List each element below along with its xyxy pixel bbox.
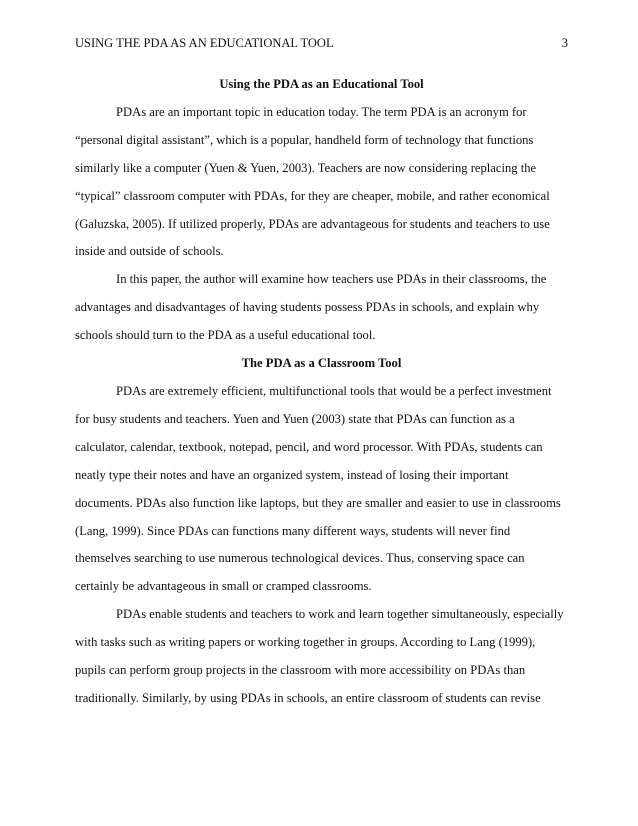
paragraph-line: with tasks such as writing papers or working together in groups. According to Lang (1999),: [75, 635, 536, 650]
paragraph-line: “typical” classroom computer with PDAs, for they are cheaper, mobile, and rather economical: [75, 188, 550, 203]
document-body: [75, 71, 568, 713]
page-number: 3: [561, 36, 568, 50]
paragraph-line: inside and outside of schools.: [75, 244, 224, 259]
paragraph-line: calculator, calendar, textbook, notepad, pencil, and word processor. With PDAs, students can: [75, 439, 543, 454]
paragraph-line: for busy students and teachers. Yuen and Yuen (2003) state that PDAs can function as a: [75, 411, 515, 426]
paragraph-line: themselves searching to use numerous technological devices. Thus, conserving space can: [75, 551, 525, 566]
paragraph-line: In this paper, the author will examine how teachers use PDAs in their classrooms, the: [116, 272, 547, 287]
paragraph-line: neatly type their notes and have an organized system, instead of losing their important: [75, 467, 509, 482]
paragraph-line: schools should turn to the PDA as a useful educational tool.: [75, 328, 376, 343]
paragraph-line: certainly be advantageous in small or cramped classrooms.: [75, 579, 372, 594]
paragraph-line: similarly like a computer (Yuen & Yuen, 2003). Teachers are now considering replacing the: [75, 160, 537, 175]
paragraph-line: advantages and disadvantages of having students possess PDAs in schools, and explain why: [75, 300, 540, 315]
paragraph-line: (Lang, 1999). Since PDAs can functions many different ways, students will never find: [75, 523, 511, 538]
section-heading: The PDA as a Classroom Tool: [241, 356, 402, 371]
document-title: Using the PDA as an Educational Tool: [219, 77, 424, 91]
paragraph-line: documents. PDAs also function like laptops, but they are smaller and easier to use in classrooms: [75, 495, 561, 510]
paragraph-line: (Galuzska, 2005). If utilized properly, PDAs are advantageous for students and teachers to use: [75, 216, 550, 231]
paragraph-line: PDAs are an important topic in education today. The term PDA is an acronym for: [116, 104, 527, 119]
paragraph-line: PDAs enable students and teachers to work and learn together simultaneously, especially: [116, 607, 564, 622]
paragraph-line: PDAs are extremely efficient, multifunctional tools that would be a perfect investment: [116, 383, 552, 398]
paragraph-line: pupils can perform group projects in the classroom with more accessibility on PDAs than: [75, 663, 526, 678]
paragraph-line: “personal digital assistant”, which is a popular, handheld form of technology that functions: [75, 132, 534, 147]
paragraph-line: traditionally. Similarly, by using PDAs in schools, an entire classroom of students can revise: [75, 690, 541, 705]
running-head: USING THE PDA AS AN EDUCATIONAL TOOL: [75, 36, 334, 50]
